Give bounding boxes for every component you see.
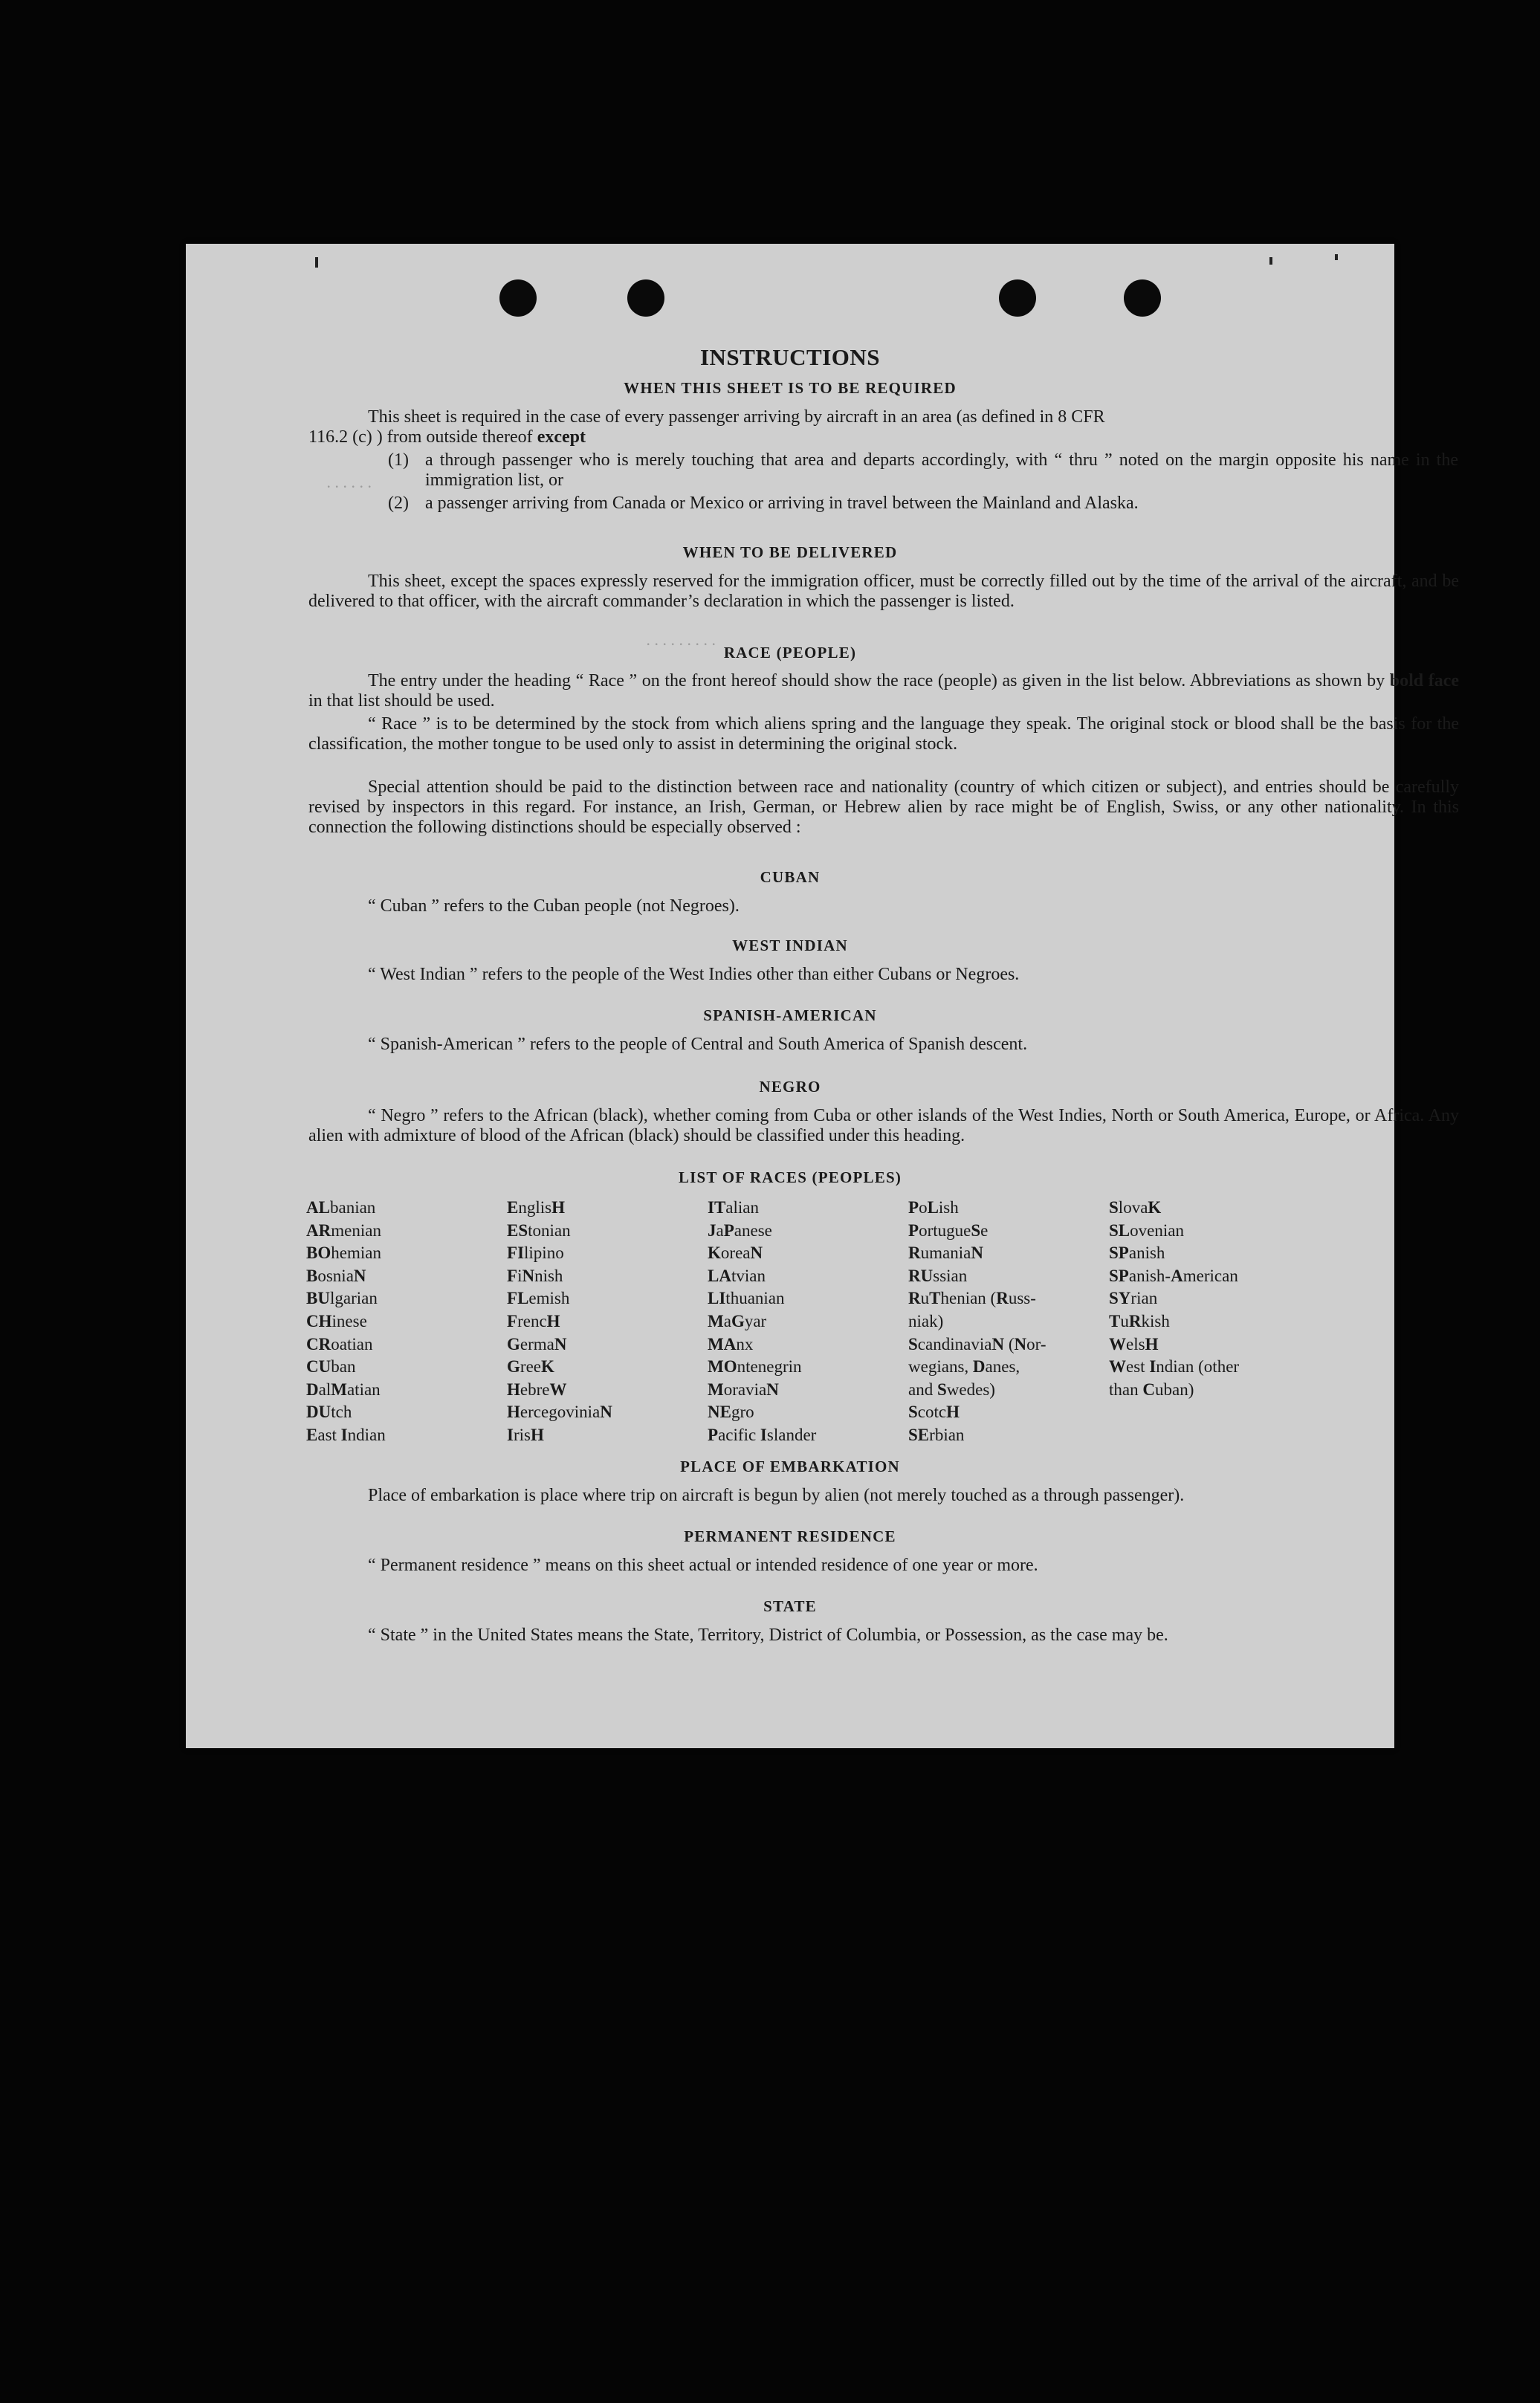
race-p1-bold: bold face [1389,671,1459,691]
item-text: a through passenger who is merely touching that area and departs accordingly, with “ thru ” noted on the margin opposite his name in the immigration list, or [425,450,1458,490]
race-entry: SPanish [1109,1243,1165,1263]
heading-delivered: WHEN TO BE DELIVERED [682,543,898,561]
race-entry: RumaniaN [908,1243,983,1263]
race-entry: RUssian [908,1266,968,1285]
race-entry: EStonian [507,1220,571,1240]
race-entry: TuRkish [1109,1311,1170,1330]
race-entry: CUban [306,1357,356,1377]
race-entry: Pacific Islander [708,1425,817,1444]
race-entry: SLovenian [1109,1220,1184,1240]
punch-hole [627,279,664,317]
heading-required: WHEN THIS SHEET IS TO BE REQUIRED [624,379,957,397]
item-text: a passenger arriving from Canada or Mexico or arriving in travel between the Mainland and Alaska. [425,494,1139,513]
race-entry: SErbian [908,1425,965,1444]
race-entry: HebreW [507,1380,567,1399]
race-entry: MoraviaN [708,1380,779,1399]
race-entry: ITalian [708,1198,760,1217]
punch-hole [499,279,537,317]
race-entry: BOhemian [306,1243,381,1263]
race-entry: SlovaK [1109,1198,1162,1217]
race-entry: ScotcH [908,1403,960,1422]
race-entry: MAnx [708,1334,754,1353]
residence-text: “ Permanent residence ” means on this sheet actual or intended residence of one year or more. [368,1556,1038,1575]
race-entry: FLemish [507,1289,570,1308]
race-column-4 [908,1197,1046,1447]
race-p1-after: in that list should be used. [308,691,495,711]
race-entry: CRoatian [306,1334,373,1353]
negro-text: “ Negro ” refers to the African (black), whether coming from Cuba or other islands of the West Indies, North or South America, Europe, or Africa. Any alien with admixture of blood of the African (black) should be classified under this heading. [308,1106,1459,1145]
race-entry: NEgro [708,1403,754,1422]
race-entry: PoLish [908,1198,959,1217]
punch-hole [1124,279,1161,317]
race-entry: HercegoviniaN [507,1403,612,1422]
bleed-through: . . . . . . [327,473,372,491]
race-column-2 [507,1197,612,1447]
race-entry: FrencH [507,1311,560,1330]
race-entry: BUlgarian [306,1289,378,1308]
race-entry: LAtvian [708,1266,766,1285]
race-entry: KoreaN [708,1243,763,1263]
heading-spanish-american: SPANISH-AMERICAN [703,1006,877,1024]
race-entry: SYrian [1109,1289,1158,1308]
west-indian-text: “ West Indian ” refers to the people of the West Indies other than either Cubans or Negroes. [368,965,1020,984]
required-intro-cont [308,427,1459,447]
speck [1269,257,1272,265]
race-column-1 [306,1197,386,1447]
item-number: (1) [388,450,409,470]
delivered-text: This sheet, except the spaces expressly reserved for the immigration officer, must be correctly filled out by the time of the arrival of the aircraft, and be delivered to that officer, with the aircraft commander’s declaration in which the passenger is listed. [308,572,1459,611]
embarkation-text: Place of embarkation is place where trip on aircraft is begun by alien (not merely touched as a through passenger). [368,1486,1185,1505]
heading-embarkation: PLACE OF EMBARKATION [680,1458,900,1475]
except-bold: except [537,427,586,447]
heading-cuban: CUBAN [760,868,821,886]
heading-list-of-races: LIST OF RACES (PEOPLES) [678,1168,902,1186]
race-entry: DUtch [306,1403,352,1422]
spanish-american-text: “ Spanish-American ” refers to the people of Central and South America of Spanish descent. [368,1035,1028,1054]
race-entry: BosniaN [306,1266,366,1285]
race-entry: West Indian (other than Cuban) [1109,1357,1240,1399]
heading-state: STATE [763,1597,817,1615]
item-number: (2) [388,494,409,513]
race-entry: FiNnish [507,1266,563,1285]
race-entry: ScandinaviaN (Nor- wegians, Danes, and Swedes) [908,1334,1046,1399]
race-entry: GreeK [507,1357,554,1377]
race-entry: GermaN [507,1334,567,1353]
race-entry: PortugueSe [908,1220,989,1240]
race-entry: MaGyar [708,1311,767,1330]
page-title: INSTRUCTIONS [699,344,880,370]
race-entry: SPanish-American [1109,1266,1238,1285]
race-entry: EnglisH [507,1198,565,1217]
bleed-through: . . . . . . . . . [647,630,716,649]
race-entry: DalMatian [306,1380,381,1399]
speck [315,257,318,268]
race-entry: ALbanian [306,1198,376,1217]
heading-west-indian: WEST INDIAN [732,937,848,954]
required-item-1 [388,450,1458,491]
heading-negro: NEGRO [759,1078,821,1096]
required-intro-line1: This sheet is required in the case of every passenger arriving by aircraft in an area (as defined in 8 CFR [368,407,1105,427]
heading-residence: PERMANENT RESIDENCE [684,1527,896,1545]
race-entry: ARmenian [306,1220,381,1240]
required-intro-line2: 116.2 (c) ) from outside thereof [308,427,533,447]
race-entry: East Indian [306,1425,386,1444]
race-entry: RuThenian (Russ- niak) [908,1289,1036,1330]
race-entry: IrisH [507,1425,544,1444]
race-entry: CHinese [306,1311,367,1330]
race-entry: WelsH [1109,1334,1159,1353]
race-paragraph-3: Special attention should be paid to the distinction between race and nationality (country of which citizen or subject), and entries should be carefully revised by inspectors in this regard. For instance, an Irish, German, or Hebrew alien by race might be of English, Swiss, or any other nationality. In this connection the following distinctions should be especially observed : [308,777,1459,837]
cuban-text: “ Cuban ” refers to the Cuban people (not Negroes). [368,896,740,916]
race-entry: FIlipino [507,1243,564,1263]
race-entry: JaPanese [708,1220,772,1240]
heading-race: RACE (PEOPLE) [723,644,857,662]
race-column-5 [1109,1197,1239,1401]
state-text: “ State ” in the United States means the State, Territory, District of Columbia, or Possession, as the case may be. [368,1626,1168,1645]
race-entry: MOntenegrin [708,1357,802,1377]
race-paragraph-1 [308,671,1459,711]
required-item-2 [388,494,1458,514]
race-p1-before: The entry under the heading “ Race ” on the front hereof should show the race (people) as given in the list below. Abbreviations as shown by [368,671,1385,691]
speck [1335,254,1338,260]
instruction-sheet [186,244,1459,1748]
race-column-3 [708,1197,816,1447]
race-paragraph-2: “ Race ” is to be determined by the stock from which aliens spring and the language they speak. The original stock or blood shall be the basis for the classification, the mother tongue to be used only to assist in determining the original stock. [308,714,1459,754]
race-entry: LIthuanian [708,1289,785,1308]
required-intro [308,407,1459,427]
punch-hole [999,279,1036,317]
race-list [306,1197,1347,1442]
